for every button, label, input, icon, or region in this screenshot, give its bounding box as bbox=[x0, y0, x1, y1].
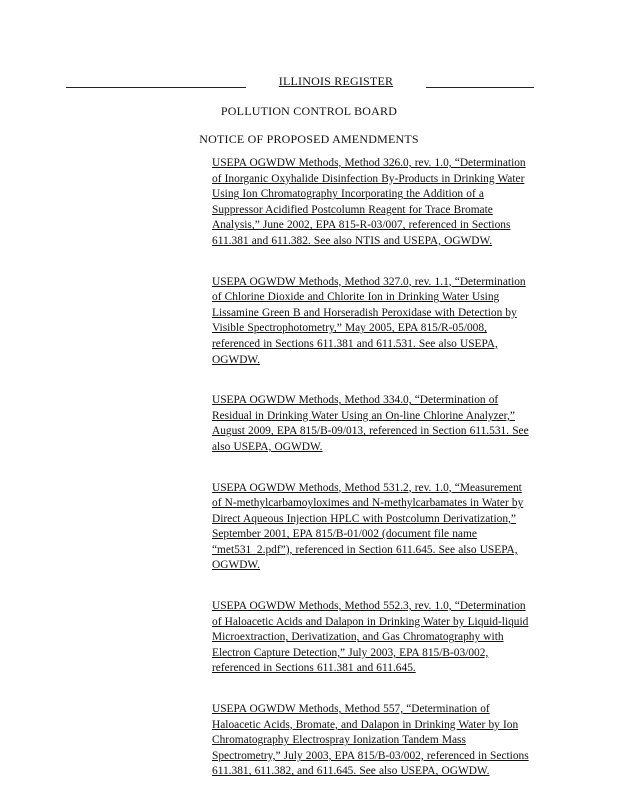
method-reference-entry: USEPA OGWDW Methods, Method 327.0, rev. 1.1, “Determination of Chlorine Dioxide and Chlorite Ion in Drinking Water Using Lissamine Green B and Horseradish Peroxidase with Detection by Visible Spectrophotometry,” May 2005, EPA 815/R-05/008, referenced in Sections 611.381 and 611.531. See also USEPA, OGWDW. bbox=[212, 275, 526, 366]
register-header bbox=[66, 74, 534, 90]
method-reference-list bbox=[212, 156, 534, 805]
notice-title: NOTICE OF PROPOSED AMENDMENTS bbox=[199, 132, 419, 146]
method-reference-entry: USEPA OGWDW Methods, Method 334.0, “Determination of Residual in Drinking Water Using an On-line Chlorine Analyzer,” August 2009, EPA 815/B-09/013, referenced in Section 611.531. See also USEPA, OGWDW. bbox=[212, 394, 529, 453]
method-reference-entry: USEPA OGWDW Methods, Method 326.0, rev. 1.0, “Determination of Inorganic Oxyhalide Disinfection By-Products in Drinking Water Using Ion Chromatography Incorporating the Addition of a Suppressor Acidified Postcolumn Reagent for Trace Bromate Analysis,” June 2002, EPA 815-R-03/007, referenced in Sections 611.381 and 611.382. See also NTIS and USEPA, OGWDW. bbox=[212, 157, 526, 247]
method-reference-entry: USEPA OGWDW Methods, Method 552.3, rev. 1.0, “Determination of Haloacetic Acids and Dalapon in Drinking Water by Liquid-liquid Microextraction, Derivatization, and Gas Chromatography with Electron Capture Detection,” July 2003, EPA 815/B-03/002, referenced in Sections 611.381 and 611.645. bbox=[212, 600, 529, 675]
header-rule-right bbox=[426, 87, 534, 88]
method-reference-entry: USEPA OGWDW Methods, Method 531.2, rev. 1.0, “Measurement of N-methylcarbamoyloximes and N-methylcarbamates in Water by Direct Aqueous Injection HPLC with Postcolumn Derivatization,” September 2001, EPA 815/B-01/002 (document file name “met531_2.pdf”), referenced in Section 611.645. See also USEPA, OGWDW. bbox=[212, 481, 524, 572]
header-rule-left bbox=[66, 87, 246, 88]
board-title: POLLUTION CONTROL BOARD bbox=[220, 104, 398, 118]
register-title: ILLINOIS REGISTER bbox=[278, 74, 394, 88]
method-reference-entry: USEPA OGWDW Methods, Method 557, “Determination of Haloacetic Acids, Bromate, and Dalapon in Drinking Water by Ion Chromatography Electrospray Ionization Tandem Mass Spectrometry,” July 2003, EPA 815/B-03/002, referenced in Sections 611.381, 611.382, and 611.645. See also USEPA, OGWDW. bbox=[212, 703, 529, 778]
